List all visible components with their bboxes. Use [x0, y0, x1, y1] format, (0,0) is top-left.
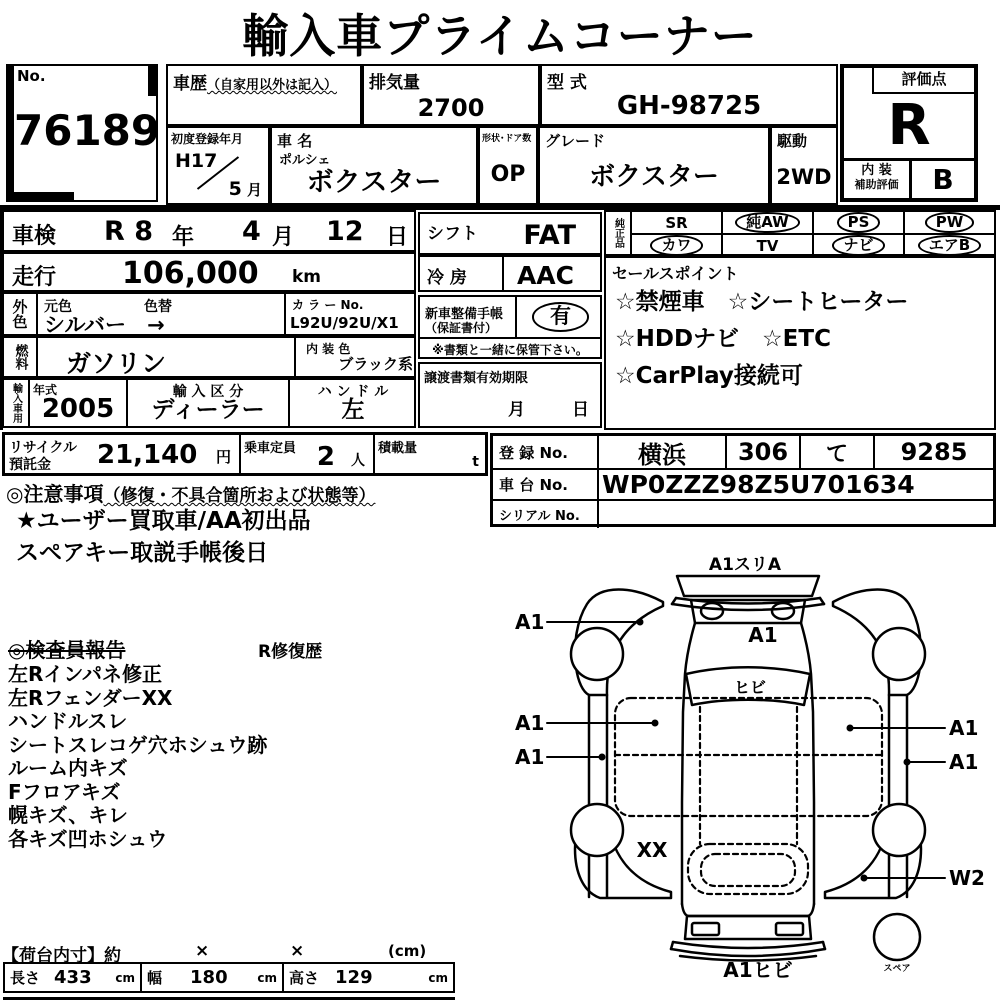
equipment-item-0 — [632, 212, 721, 233]
recycle-row — [2, 432, 488, 476]
notes-line: ★ユーザー買取車/AA初出品 — [16, 508, 311, 534]
body-doors-cell — [478, 126, 538, 205]
recycle-value: 21,140 — [97, 440, 198, 470]
sales-points-box — [604, 256, 996, 430]
inspector-line: 幌キズ、キレ — [8, 803, 128, 827]
recycle-unit: 円 — [215, 448, 231, 466]
drive-value: 2WD — [776, 165, 832, 189]
score-label: 評価点 — [901, 70, 947, 88]
inspector-lines — [8, 663, 428, 851]
serial-no-label: シリアル No. — [493, 501, 599, 528]
grade-label: グレード — [545, 132, 606, 150]
inspector-line: ルーム内キズ — [8, 756, 128, 780]
shift-label: シフト — [427, 224, 478, 244]
import-use-label: 輸入車用 — [10, 383, 22, 423]
lot-number-label: No. — [17, 67, 46, 85]
height-label: 高さ — [289, 969, 320, 987]
equipment-item-label-7: エアB — [918, 235, 981, 256]
recycle-label-2: 預託金 — [9, 457, 51, 473]
diagram-left-rear-label: XX — [636, 838, 668, 862]
notes-header-note: （修復・不具合箇所および状態等） — [103, 486, 376, 506]
car-condition-diagram — [505, 552, 995, 1000]
equipment-item-label-1: 純AW — [735, 212, 799, 233]
displacement-cell — [362, 64, 540, 126]
history-cell — [166, 64, 362, 126]
exterior-color-value: シルバー — [44, 313, 127, 337]
registration-number: 9285 — [900, 438, 968, 466]
ac-value: AAC — [516, 261, 574, 290]
dimensions-table — [3, 962, 455, 993]
mileage-unit: km — [292, 267, 322, 287]
shaken-month: 4 — [242, 216, 261, 247]
recycle-label-1: リサイクル — [9, 440, 78, 456]
sales-point-line: ☆禁煙車 ☆シートヒーター — [615, 289, 909, 315]
equipment-item-label-3: PW — [925, 212, 975, 233]
diagram-left-label-2: A1 — [515, 711, 545, 735]
registration-block — [490, 433, 996, 527]
car-name-cell — [270, 126, 478, 205]
width-label: 幅 — [147, 969, 163, 987]
diagram-right-rear-label: W2 — [949, 866, 985, 890]
capacity-label: 乗車定員 — [244, 441, 297, 456]
fuel-row — [2, 336, 416, 378]
color-no-label: カ ラ ー No. — [292, 298, 364, 312]
inspector-line: シートスレコゲ穴ホシュウ跡 — [8, 732, 268, 757]
load-label: 積載量 — [378, 441, 418, 456]
shaken-year-unit: 年 — [172, 225, 195, 250]
height-value: 129 — [335, 967, 373, 988]
corner-mark-bl — [14, 192, 74, 200]
car-maker: ポルシェ — [279, 153, 331, 168]
displacement-label: 排気量 — [369, 73, 420, 93]
service-book-note: ※書類と一緒に保管下さい。 — [420, 337, 600, 361]
equipment-item-label-6: ナビ — [832, 235, 884, 256]
diagram-right-label-1: A1 — [949, 716, 979, 740]
model-year-label: 年式 — [33, 383, 58, 397]
service-book-value: 有 — [532, 302, 589, 332]
sales-point-line: ☆HDDナビ ☆ETC — [615, 326, 831, 352]
lot-number-value: 76189 — [14, 106, 161, 155]
inspector-header: ◎検査員報告 — [8, 638, 126, 662]
equipment-item-5 — [721, 235, 812, 256]
color-no-value: L92U/92U/X1 — [290, 314, 399, 332]
inspector-line: 左Rインパネ修正 — [8, 662, 163, 686]
orig-color-label: 元色 — [44, 299, 72, 315]
interior-color-label: 内 装 色 — [306, 342, 351, 356]
transfer-day-unit: 日 — [572, 400, 589, 420]
first-registration-month: 5 — [228, 178, 242, 200]
sales-point-line: ☆CarPlay接続可 — [615, 363, 803, 389]
diagram-left-label-3: A1 — [515, 745, 545, 769]
equipment-item-1 — [721, 212, 812, 233]
import-row — [2, 378, 416, 428]
first-registration-year: H17 — [175, 150, 218, 172]
color-change-arrow: → — [147, 313, 165, 337]
sales-points-label: セールスポイント — [612, 264, 739, 283]
first-registration-label: 初度登録年月 — [171, 132, 244, 146]
width-unit: cm — [257, 970, 277, 985]
shaken-year: R 8 — [104, 216, 153, 247]
model-code-value: GH-98725 — [616, 91, 762, 121]
equipment-item-label-5: TV — [756, 236, 779, 255]
chassis-no-label: 車 台 No. — [493, 470, 599, 499]
equipment-item-label-0: SR — [665, 213, 688, 232]
diagram-rear-label: A1ヒビ — [723, 958, 793, 982]
body-doors-label: 形状･ドア数 — [482, 134, 532, 144]
registration-kana: て — [801, 436, 875, 468]
history-note: （自家用以外は記入） — [207, 78, 338, 93]
capacity-unit: 人 — [351, 453, 365, 469]
transfer-docs-label: 譲渡書類有効期限 — [424, 371, 529, 386]
lot-number-box — [6, 64, 161, 202]
first-registration-cell — [166, 126, 270, 205]
equipment-item-3 — [903, 212, 994, 233]
exterior-color-label: 外色 — [10, 299, 29, 329]
interior-score-label-1: 内 装 — [861, 163, 892, 178]
model-code-cell — [540, 64, 838, 126]
corner-mark-tr — [148, 66, 156, 96]
ac-label: 冷 房 — [427, 268, 467, 288]
body-doors-value: OP — [490, 162, 526, 187]
diagram-front-label: A1スリA — [708, 555, 782, 575]
equipment-item-label-4: カワ — [650, 235, 702, 256]
inspector-line: 左RフェンダーXX — [8, 685, 173, 710]
diagram-windshield-label: ヒビ — [733, 678, 767, 697]
equipment-item-2 — [812, 212, 903, 233]
diagram-hood-label: A1 — [748, 623, 778, 647]
first-registration-month-unit: 月 — [246, 181, 262, 199]
chassis-no-value: WP0ZZZ98Z5U701634 — [602, 470, 915, 499]
notes-line: スペアキー取説手帳後日 — [16, 540, 269, 566]
model-year-value: 2005 — [41, 394, 115, 424]
dimensions-mult-1: × — [195, 941, 210, 961]
shaken-day: 12 — [326, 216, 364, 247]
equipment-box — [604, 210, 996, 256]
dimensions-mult-2: × — [290, 941, 305, 961]
notes-header: ◎注意事項 — [6, 482, 104, 506]
equipment-item-label-2: PS — [837, 212, 881, 233]
handle-label: ハ ン ド ル — [317, 384, 389, 400]
diagram-spare-label: スペア — [883, 964, 911, 974]
handle-value: 左 — [341, 397, 365, 423]
car-name-label: 車 名 — [277, 132, 313, 150]
score-value: R — [887, 93, 931, 158]
dimensions-header: 【荷台内寸】約 — [2, 946, 121, 966]
length-unit: cm — [115, 970, 135, 985]
load-unit: t — [472, 454, 479, 470]
equipment-label: 純正品 — [612, 218, 624, 248]
ac-cell — [418, 255, 602, 292]
shaken-month-unit: 月 — [272, 225, 295, 250]
import-class-value: ディーラー — [151, 397, 265, 423]
shaken-label: 車検 — [12, 224, 57, 249]
import-class-label: 輸 入 区 分 — [172, 384, 244, 400]
equipment-item-4 — [632, 235, 721, 256]
inspector-line: Fフロアキズ — [8, 779, 121, 804]
color-change-label: 色替 — [144, 299, 172, 315]
exterior-color-row — [2, 292, 416, 336]
ac-divider — [502, 257, 504, 290]
registration-area: 横浜 — [599, 436, 727, 468]
displacement-value: 2700 — [417, 94, 485, 122]
drive-cell — [770, 126, 838, 205]
length-value: 433 — [54, 967, 92, 988]
grade-value: ボクスター — [589, 162, 719, 192]
shaken-row — [2, 210, 416, 252]
shift-value: FAT — [523, 220, 576, 251]
inspector-line: 各キズ凹ホシュウ — [8, 826, 168, 851]
fuel-value: ガソリン — [66, 349, 167, 378]
length-label: 長さ — [10, 969, 41, 987]
car-name-value: ボクスター — [306, 167, 442, 198]
mileage-value: 106,000 — [122, 256, 259, 291]
registration-no-label: 登 録 No. — [493, 436, 599, 468]
service-book-divider — [515, 297, 517, 337]
transfer-month-unit: 月 — [508, 400, 525, 420]
width-value: 180 — [190, 967, 228, 988]
model-code-label: 型 式 — [547, 73, 587, 93]
repair-history-label: R修復歴 — [258, 642, 323, 662]
interior-color-value: ブラック系 — [338, 355, 413, 373]
transfer-docs-cell — [418, 362, 602, 428]
page-title: 輸入車プライムコーナー — [242, 9, 758, 63]
grade-cell — [538, 126, 770, 205]
service-book-label-1: 新車整備手帳 — [425, 307, 504, 322]
height-unit: cm — [428, 970, 448, 985]
history-label: 車歴 — [173, 74, 207, 94]
registration-class: 306 — [727, 436, 801, 468]
interior-score-value: B — [932, 163, 954, 196]
mileage-label: 走行 — [12, 265, 57, 290]
inspector-line: ハンドルスレ — [8, 709, 128, 733]
equipment-item-7 — [903, 235, 994, 256]
serial-no-value — [599, 501, 993, 528]
shaken-day-unit: 日 — [386, 225, 409, 250]
equipment-item-6 — [812, 235, 903, 256]
service-book-cell — [418, 295, 602, 359]
mileage-row — [2, 252, 416, 292]
diagram-right-label-2: A1 — [949, 750, 979, 774]
capacity-value: 2 — [316, 442, 335, 472]
service-book-label-2: （保証書付） — [425, 321, 498, 335]
shift-cell — [418, 212, 602, 255]
dimensions-unit-note: (cm) — [388, 942, 427, 960]
diagram-left-label-1: A1 — [515, 610, 545, 634]
score-box — [840, 64, 978, 202]
drive-label: 駆動 — [777, 132, 808, 150]
fuel-label: 燃料 — [12, 344, 28, 370]
interior-score-label-2: 補助評価 — [854, 178, 899, 191]
